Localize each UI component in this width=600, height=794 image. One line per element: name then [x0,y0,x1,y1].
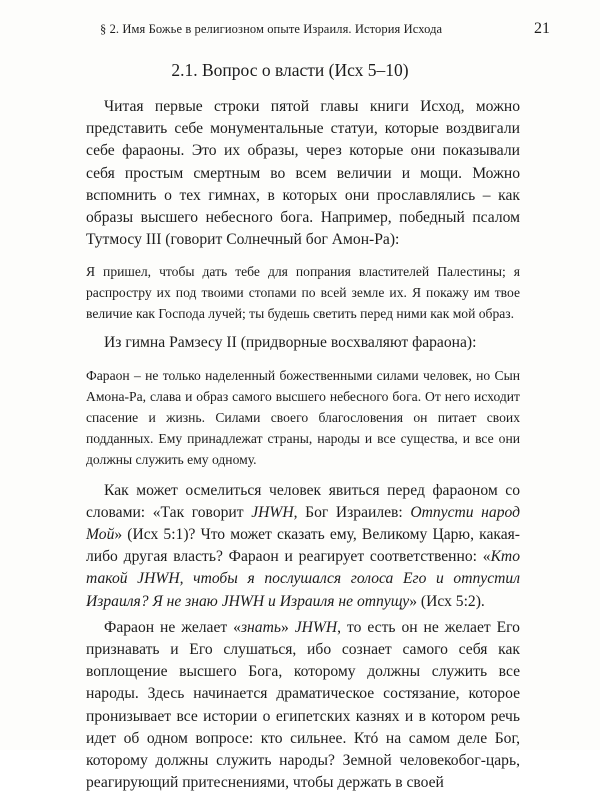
paragraph-intro: Читая первые строки пятой главы книги Исход, можно представить себе монументальные статуи, которые воздвигали себе фараоны. Это их образы, через которые они показывали себя простым смертным во всем величии и мощи. Можно вспомнить о тех гимнах, в которых они прославлялись – как образы высшего небесного бога. Например, победный псалом Тутмосу III (говорит Солнечный бог Амон-Ра): [86,98,520,249]
running-title: § 2. Имя Божье в религиозном опыте Израиля. История Исхода [100,22,443,36]
text-run: » [280,618,295,636]
scripture-quote: Кто такой JHWH, чтобы я послушался голоса Его и отпустил Израиля? Я не знаю JHWH и Израиля не отпущу [86,548,520,610]
divine-name: JHWH [294,618,338,636]
section-title: 2.1. Вопрос о власти (Исх 5–10) [171,60,409,80]
text-run: Как может осмелиться человек явиться перед фараоном со словами: «Так говорит [86,481,520,521]
text-run: » (Исх 5:2). [409,592,485,610]
paragraph-pharaoh-response [86,480,520,613]
page-number: 21 [534,20,550,37]
divine-name: JHWH [251,503,294,521]
text-run: , Бог Израилев: [293,503,411,521]
text-run: » (Исх 5:1)? Что может сказать ему, Великому Царю, какая-либо другая власть? Фараон и реагирует соответственно: « [86,526,520,566]
emphasis-word: знать [240,618,281,636]
scripture-quote: Отпусти народ Мой [86,503,520,544]
quote-thutmose: Я пришел, чтобы дать тебе для попрания властителей Палестины; я распростру их под твоими стопами по всей земле их. Я покажу им твое величие как Господа лучей; ты будешь светить перед ними как мой образ. [86,264,520,322]
running-head [100,20,550,42]
text-run: , то есть он не желает Его признавать и Его слушаться, ибо сознает самого себя как воплощение высшего Бога, которому должны служить все народы. Здесь начинается драматическое состязание, которое пронизывает все истории о египетских казнях и в котором речь идет об одном вопросе: кто сильнее. Ктó на самом деле Бог, которому должны служить народы? Земной человекобог-царь, реагирующий притеснениями, чтобы держать в своей [86,618,520,792]
quote-intro-ramesses: Из гимна Рамзесу II (придворные восхваляют фараона): [104,334,477,352]
paragraph-contest [86,617,520,794]
body-text [86,96,520,794]
text-run: Фараон не желает « [104,618,241,636]
quote-ramesses: Фараон – не только наделенный божественными силами человек, но Сын Амона-Ра, слава и образ самого высшего небесного бога. От него исходит спасение и жизнь. Силами своего благословения он питает своих подданных. Ему принадлежат страны, народы и все существа, и все они должны служить ему одному. [86,367,520,467]
